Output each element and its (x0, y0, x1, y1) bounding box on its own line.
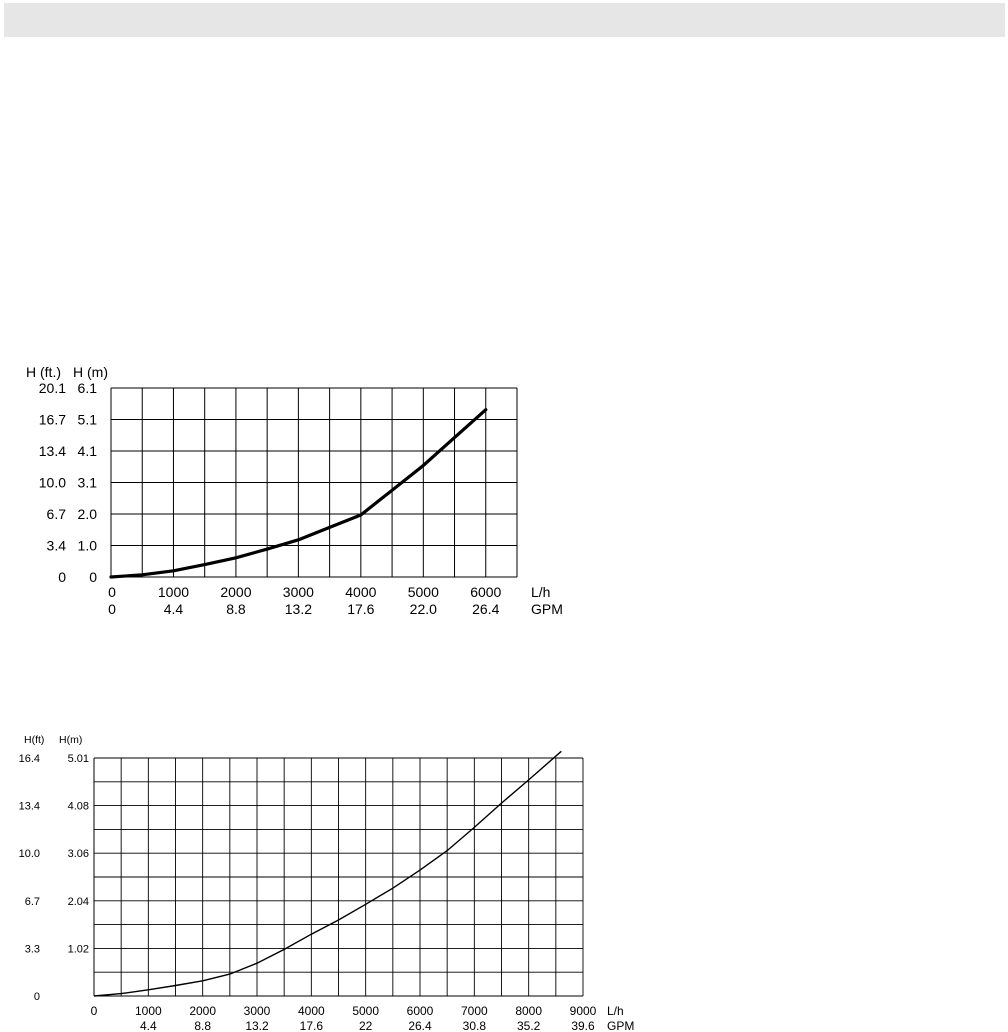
chart-2-xtick-gpm: 26.4 (408, 1019, 432, 1032)
chart-1-ytick-ft: 13.4 (38, 443, 66, 459)
chart-1-ytick-m: 5.1 (77, 411, 97, 428)
chart-2-ytick-ft: 13.4 (18, 800, 40, 813)
chart-1-ytick-m: 2.0 (77, 506, 97, 522)
chart-1-ytick-ft: 6.7 (46, 506, 66, 522)
chart-2-xtick-gpm: 17.6 (299, 1019, 324, 1032)
chart-1-ytick-ft: 0 (58, 569, 66, 585)
chart-2-xtick-gpm: 4.4 (139, 1019, 157, 1032)
chart-2-ylabel-ft: H(ft) (24, 734, 45, 746)
chart-1-ylabel-ft: H (ft.) (26, 364, 61, 380)
chart-2-xlabel-gpm: GPM (607, 1019, 635, 1032)
chart-2-xtick-lh: 7000 (460, 1004, 488, 1018)
chart-1-ytick-ft: 16.7 (38, 411, 66, 428)
chart-2-ytick-m: 5.01 (67, 753, 89, 765)
chart-1-xtick-lh: 6000 (470, 584, 502, 600)
chart-2-xtick-gpm: 22 (358, 1019, 373, 1032)
chart-1-grid (111, 388, 517, 577)
chart-1-xtick-lh: 1000 (157, 584, 190, 600)
chart-2-ticks (19, 753, 597, 1032)
chart-1-xtick-gpm: 8.8 (226, 601, 246, 617)
chart-1-xtick-lh: 4000 (345, 584, 377, 600)
chart-2-ylabel-m: H(m) (59, 734, 83, 746)
chart-1-xtick-lh: 3000 (282, 584, 314, 600)
chart-1-xlabel-lh: L/h (531, 584, 551, 600)
chart-2-xtick-lh: 8000 (515, 1004, 543, 1018)
chart-1-ticks (39, 380, 502, 617)
chart-1-ytick-m: 1.0 (77, 537, 97, 554)
chart-1-xtick-gpm: 26.4 (472, 601, 500, 617)
chart-1-ytick-m: 6.1 (77, 380, 97, 396)
chart-2-xtick-lh: 1000 (134, 1004, 162, 1018)
chart-2-ytick-m: 3.06 (67, 848, 89, 861)
chart-1-ylabel-m: H (m) (73, 364, 108, 380)
chart-2-xtick-lh: 5000 (352, 1004, 380, 1018)
chart-1-ytick-m: 4.1 (77, 443, 97, 459)
chart-2-xtick-lh: 9000 (569, 1004, 597, 1018)
chart-1-xtick-gpm: 17.6 (347, 601, 375, 617)
chart-2-ytick-ft: 10.0 (18, 848, 40, 861)
chart-2-xtick-lh: 0 (90, 1004, 98, 1018)
chart-2-xtick-gpm: 30.8 (462, 1019, 487, 1032)
chart-1-xlabel-gpm: GPM (531, 601, 563, 617)
chart-2-grid (94, 758, 583, 996)
chart-2-xtick-gpm: 39.6 (571, 1019, 595, 1032)
chart-2-ytick-m: 2.04 (67, 895, 89, 908)
chart-2-xtick-lh: 2000 (189, 1004, 217, 1018)
chart-1-ytick-ft: 10.0 (38, 474, 66, 491)
chart-1-xtick-gpm: 22.0 (409, 601, 437, 617)
chart-2-ytick-ft: 3.3 (24, 943, 40, 956)
chart-1-ytick-ft: 20.1 (38, 380, 66, 396)
chart-2-ytick-m: 4.08 (67, 800, 89, 813)
chart-2-xtick-gpm: 13.2 (245, 1019, 269, 1032)
chart-2-xtick-lh: 3000 (243, 1004, 271, 1018)
chart-2-ytick-ft: 0 (33, 991, 40, 1003)
chart-1-xtick-lh: 5000 (407, 584, 439, 600)
chart-1-xtick-gpm: 13.2 (284, 601, 313, 617)
chart-1-ytick-m: 0 (89, 569, 97, 585)
chart-1 (26, 364, 563, 617)
chart-2-ytick-m: 1.02 (67, 943, 89, 956)
chart-1-xtick-gpm: 4.4 (163, 601, 184, 617)
chart-2-xlabel-lh: L/h (607, 1004, 624, 1018)
chart-1-ytick-m: 3.1 (77, 474, 97, 491)
chart-2 (19, 734, 635, 1032)
chart-2-ytick-ft: 6.7 (24, 895, 40, 908)
chart-2-xtick-gpm: 35.2 (516, 1019, 541, 1032)
chart-2-series-line (94, 751, 561, 996)
chart-2-xtick-lh: 4000 (297, 1004, 325, 1018)
chart-1-xtick-lh: 0 (108, 584, 116, 600)
chart-2-xtick-lh: 6000 (406, 1004, 434, 1018)
chart-2-ytick-ft: 16.4 (18, 753, 40, 765)
chart-2-xtick-gpm: 8.8 (194, 1019, 212, 1032)
chart-1-xtick-gpm: 0 (108, 601, 116, 617)
chart-1-xtick-lh: 2000 (220, 584, 252, 600)
chart-1-ytick-ft: 3.4 (46, 537, 66, 554)
